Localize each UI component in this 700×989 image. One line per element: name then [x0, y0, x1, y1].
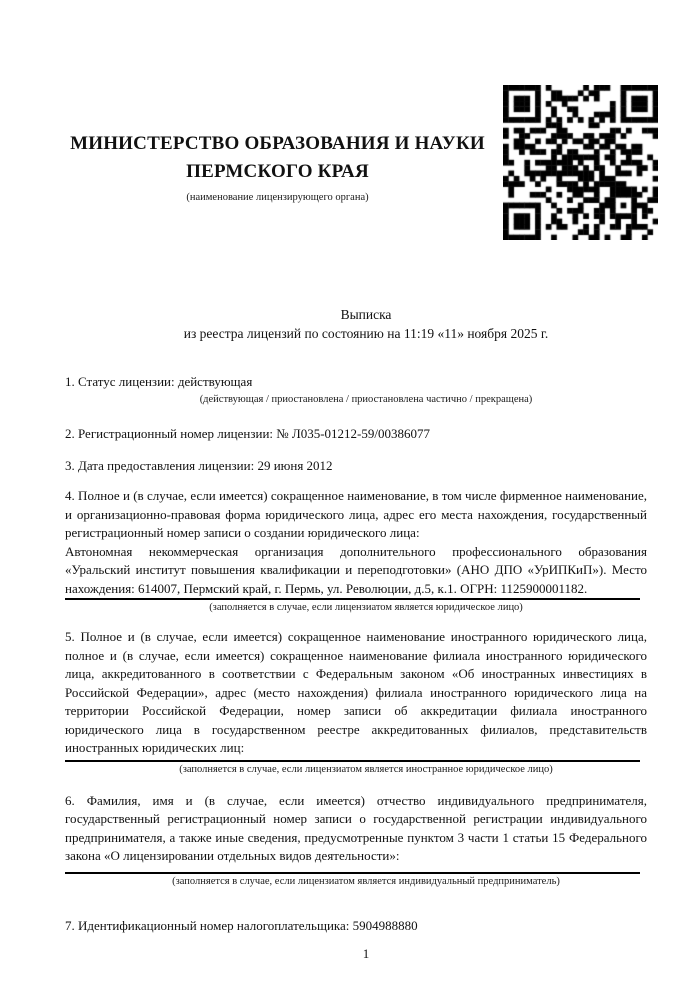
page-number: 1	[362, 945, 370, 961]
document-content	[65, 0, 647, 961]
document-title	[65, 305, 647, 343]
item-individual-entrepreneur	[65, 792, 647, 888]
fill-line-individual	[65, 872, 640, 874]
title-line2: из реестра лицензий по состоянию на 11:19 «11» ноября 2025 г.	[183, 326, 549, 341]
ministry-name-line2: ПЕРМСКОГО КРАЯ	[186, 161, 369, 182]
item-foreign-entity	[65, 628, 647, 776]
item-license-status	[65, 372, 647, 406]
item-grant-date: 3. Дата предоставления лицензии: 29 июня 2012	[65, 458, 333, 473]
fill-line-foreign-entity	[65, 760, 640, 762]
individual-entrepreneur-caption: (заполняется в случае, если лицензиатом является индивидуальный предприниматель)	[172, 875, 560, 887]
license-status-text: 1. Статус лицензии: действующая	[65, 374, 253, 389]
license-status-options-caption: (действующая / приостановлена / приостановлена частично / прекращена)	[199, 394, 533, 405]
legal-entity-label: 4. Полное и (в случае, если имеется) сокращенное наименование, в том числе фирменное наименование, и организационно-правовая форма юридического лица, адрес его места нахождения, государственный регистрационный номер записи о создании юридического лица:	[65, 488, 647, 540]
legal-entity-value: Автономная некоммерческая организация дополнительного профессионального образования «Уральский институт повышения квалификации и переподготовки» (АНО ДПО «УрИПКиП»). Место нахождения: 614007, Пермский край, г. Пермь, ул. Революции, д.5, к.1. ОГРН: 1125900001182.	[65, 543, 647, 596]
title-line1: Выписка	[340, 307, 392, 322]
fill-line-legal-entity	[65, 598, 640, 600]
ministry-header	[65, 130, 490, 204]
ministry-caption: (наименование лицензирующего органа)	[186, 192, 369, 203]
foreign-entity-label: 5. Полное и (в случае, если имеется) сокращенное наименование иностранного юридического лица, полное и (в случае, если имеется) сокращенное наименование филиала иностранного юридического лица, аккредитованного в соответствии с Федеральным законом «Об иностранных инвестициях в Российской Федерации», адрес (место нахождения) филиала иностранного юридического лица на территории Российской Федерации, номер записи об аккредитации филиала иностранного юридического лица в государственном реестре аккредитованных филиалов, представительств иностранных юридических лиц:	[65, 629, 647, 755]
individual-entrepreneur-label: 6. Фамилия, имя и (в случае, если имеется) отчество индивидуального предпринимателя, государственный регистрационный номер записи о государственной регистрации индивидуального предпринимателя, а также иные сведения, предусмотренные пунктом 3 части 1 статьи 15 Федерального закона «О лицензировании отдельных видов деятельности»:	[65, 792, 647, 863]
legal-entity-caption: (заполняется в случае, если лицензиатом является юридическое лицо)	[209, 602, 523, 613]
item-taxpayer-number: 7. Идентификационный номер налогоплательщика: 5904988880	[65, 917, 418, 933]
foreign-entity-caption: (заполняется в случае, если лицензиатом является иностранное юридическое лицо)	[179, 763, 553, 775]
item-registration-number: 2. Регистрационный номер лицензии: № Л035-01212-59/00386077	[65, 426, 431, 441]
ministry-name-line1: МИНИСТЕРСТВО ОБРАЗОВАНИЯ И НАУКИ	[70, 133, 485, 154]
item-legal-entity	[65, 487, 647, 614]
